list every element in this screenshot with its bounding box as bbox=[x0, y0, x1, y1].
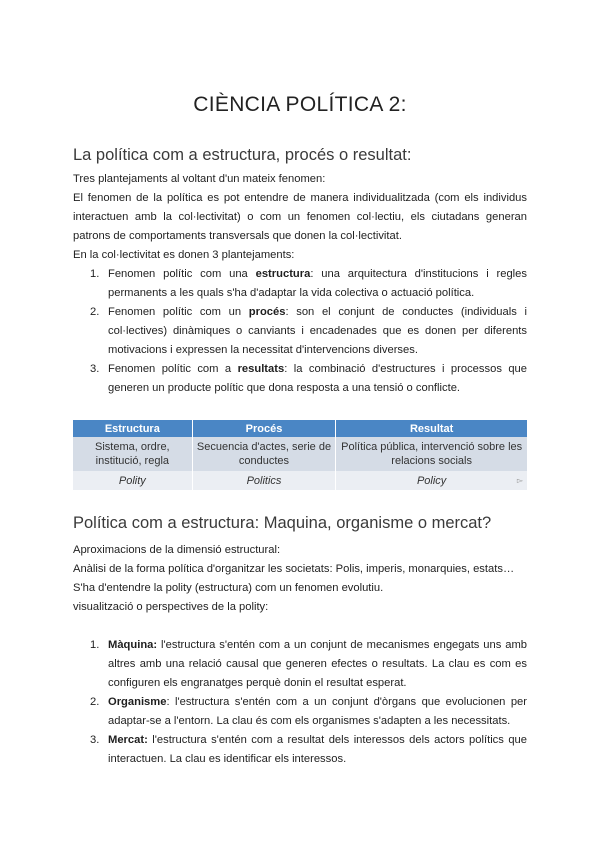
list-item: 2. Fenomen polític com un procés: son el conjunt de conductes (individuals i col·lectives) dinàmiques o canviants i encadenades que es donen per diferents motivacions i expressen la necessitat d'intervencions diverses. bbox=[90, 306, 527, 356]
section2-heading: Política com a estructura: Maquina, organisme o mercat? bbox=[73, 514, 492, 532]
section2-line: visualització o perspectives de la polity: bbox=[73, 601, 269, 613]
section2-line: S'ha d'entendre la polity (estructura) com un fenomen evolutiu. bbox=[73, 582, 384, 594]
table-cell: Secuencia d'actes, serie de conductes bbox=[192, 437, 336, 471]
table-cell: Sistema, ordre, institució, regla bbox=[73, 437, 192, 471]
section2-line: Aproximacions de la dimensió estructural: bbox=[73, 544, 281, 556]
resize-cursor-icon: ▻ bbox=[516, 476, 523, 485]
list-item: 1. Màquina: l'estructura s'entén com a un conjunt de mecanismes engegats uns amb altres amb una relació causal que generen efectes o resultats. La clau es com es configuren els engranatges perquè donin el resultat esperat. bbox=[90, 639, 527, 689]
list-item: 1. Fenomen polític com una estructura: una arquitectura d'institucions i regles permanents a les quals s'ha d'adaptar la vida colectiva o actuació política. bbox=[90, 268, 527, 299]
table-cell: Polity bbox=[73, 471, 192, 490]
section1-list bbox=[73, 265, 527, 398]
list-item: 3. Fenomen polític com a resultats: la combinació d'estructures i processos que generen un producte polític que dona resposta a una tensió o conflicte. bbox=[90, 363, 528, 394]
table-cell: Política pública, intervenció sobre les relacions socials bbox=[336, 437, 527, 471]
table-header: Procés bbox=[192, 420, 336, 437]
table-header: Estructura bbox=[73, 420, 192, 437]
table-row bbox=[73, 471, 527, 490]
section2-line: Anàlisi de la forma política d'organitzar les societats: Polis, imperis, monarquies, estats… bbox=[73, 563, 515, 575]
table-header: Resultat bbox=[336, 420, 527, 437]
page-title: CIÈNCIA POLÍTICA 2: bbox=[193, 93, 407, 116]
table-row bbox=[73, 437, 527, 471]
list-item: 3. Mercat: l'estructura s'entén com a resultat dels interessos dels actors polítics que interactuen. La clau es identificar els interessos. bbox=[90, 734, 527, 765]
table-cell: Politics bbox=[192, 471, 336, 490]
section1-lead: En la col·lectivitat es donen 3 plantejaments: bbox=[73, 249, 295, 261]
section2-list bbox=[73, 636, 527, 769]
section1-intro: Tres plantejaments al voltant d'un mateix fenomen: bbox=[73, 173, 326, 185]
section1-heading: La política com a estructura, procés o resultat: bbox=[73, 146, 412, 164]
table-cell: Policy ▻ bbox=[336, 471, 527, 490]
structure-table bbox=[73, 420, 527, 490]
table-header-row bbox=[73, 420, 527, 437]
list-item: 2. Organisme: l'estructura s'entén com a un conjunt d'òrgans que evolucionen per adaptar-se a l'entorn. La clau és com els organismes s'adapten a les necessitats. bbox=[90, 696, 527, 727]
section1-paragraph: El fenomen de la política es pot entendre de manera individualitzada (com els individus interactuen amb la col·lectivitat) o com un fenomen col·lectiu, els ciutadans generan patrons de comportaments transversals que donen la col·lectivitat. bbox=[73, 192, 527, 242]
